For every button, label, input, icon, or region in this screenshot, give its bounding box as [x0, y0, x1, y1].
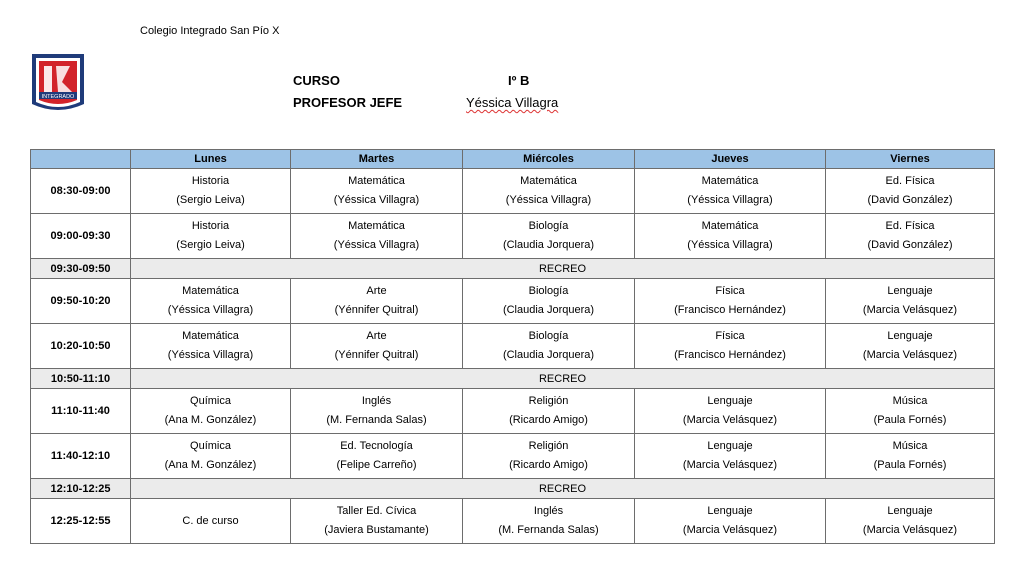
subject-name: Inglés [361, 395, 392, 407]
class-cell [635, 214, 826, 259]
class-cell [463, 389, 635, 434]
class-row [31, 499, 995, 544]
teacher-name: (Paula Fornés) [873, 414, 947, 426]
teacher-name: (Yéssica Villagra) [333, 239, 420, 251]
day-header: Miércoles [463, 150, 635, 169]
class-cell [826, 389, 995, 434]
head-teacher-value [466, 95, 558, 110]
subject-name: Matemática [520, 175, 577, 187]
teacher-name: (Yéssica Villagra) [687, 194, 773, 206]
subject-name: Historia [191, 175, 230, 187]
time-slot: 08:30-09:00 [31, 169, 131, 214]
teacher-name: (Yénnifer Quitral) [334, 349, 419, 361]
class-cell [131, 279, 291, 324]
head-teacher-name: Yéssica Villagra [466, 95, 559, 110]
day-header: Viernes [826, 150, 995, 169]
break-row [31, 259, 995, 279]
class-cell [291, 499, 463, 544]
class-cell [635, 324, 826, 369]
course-label: CURSO [293, 73, 340, 88]
break-label: RECREO [131, 479, 995, 499]
time-slot: 10:50-11:10 [31, 369, 131, 389]
teacher-name: (Marcia Velásquez) [682, 414, 778, 426]
subject-name: Matemática [182, 330, 239, 342]
teacher-name: (Claudia Jorquera) [502, 239, 595, 251]
teacher-name: (Claudia Jorquera) [502, 304, 595, 316]
course-value: Iº B [508, 73, 530, 88]
subject-name: Lenguaje [707, 440, 753, 452]
break-row [31, 479, 995, 499]
class-cell [463, 279, 635, 324]
class-cell [826, 324, 995, 369]
class-cell [131, 499, 291, 544]
teacher-name: (Sergio Leiva) [176, 194, 245, 206]
school-logo [30, 52, 86, 116]
teacher-name: (David González) [867, 239, 953, 251]
class-row [31, 389, 995, 434]
class-cell [463, 434, 635, 479]
class-cell [635, 169, 826, 214]
subject-name: Historia [191, 220, 230, 232]
header-corner [31, 150, 131, 169]
time-slot: 12:25-12:55 [31, 499, 131, 544]
teacher-name: (Ana M. González) [164, 459, 257, 471]
subject-name: Matemática [701, 175, 759, 187]
subject-name: Lenguaje [707, 395, 753, 407]
subject-name: Biología [528, 220, 569, 232]
header-row [31, 150, 995, 169]
teacher-name: (M. Fernanda Salas) [498, 524, 599, 536]
class-cell [635, 499, 826, 544]
teacher-name: (Yénnifer Quitral) [334, 304, 419, 316]
break-label: RECREO [131, 369, 995, 389]
teacher-name: (Sergio Leiva) [176, 239, 245, 251]
class-row [31, 169, 995, 214]
subject-name: Lenguaje [887, 505, 933, 517]
teacher-name: (David González) [867, 194, 953, 206]
time-slot: 11:40-12:10 [31, 434, 131, 479]
day-header: Lunes [131, 150, 291, 169]
subject-name: Arte [366, 285, 387, 297]
teacher-name: (Marcia Velásquez) [682, 524, 778, 536]
subject-name: Matemática [182, 285, 239, 297]
day-header: Jueves [635, 150, 826, 169]
teacher-name: (Francisco Hernández) [674, 349, 786, 361]
class-cell [291, 214, 463, 259]
class-row [31, 434, 995, 479]
subject-name: Ed. Física [885, 175, 935, 187]
schedule-table [30, 149, 995, 544]
subject-name: Matemática [348, 220, 405, 232]
teacher-name: (Yéssica Villagra) [333, 194, 420, 206]
teacher-name: (Yéssica Villagra) [687, 239, 773, 251]
subject-name: Matemática [701, 220, 759, 232]
class-cell [635, 434, 826, 479]
class-cell [131, 214, 291, 259]
teacher-name: (Yéssica Villagra) [167, 349, 254, 361]
class-cell [291, 434, 463, 479]
time-slot: 11:10-11:40 [31, 389, 131, 434]
subject-name: Música [892, 440, 928, 452]
class-cell [826, 434, 995, 479]
time-slot: 10:20-10:50 [31, 324, 131, 369]
day-header: Martes [291, 150, 463, 169]
time-slot: 09:00-09:30 [31, 214, 131, 259]
class-cell [463, 499, 635, 544]
class-row [31, 279, 995, 324]
teacher-name: (Yéssica Villagra) [505, 194, 592, 206]
subject-name: Matemática [348, 175, 405, 187]
subject-name: Física [715, 330, 745, 342]
subject-name: Química [190, 440, 231, 452]
subject-name: Religión [528, 440, 569, 452]
school-name: Colegio Integrado San Pío X [140, 25, 280, 37]
teacher-name: (Paula Fornés) [873, 459, 947, 471]
teacher-name: (Marcia Velásquez) [862, 304, 958, 316]
subject-name: Música [892, 395, 928, 407]
class-row [31, 324, 995, 369]
subject-name: Taller Ed. Cívica [336, 505, 417, 517]
time-slot: 09:30-09:50 [31, 259, 131, 279]
subject-name: Física [715, 285, 745, 297]
break-row [31, 369, 995, 389]
teacher-name: (Yéssica Villagra) [167, 304, 254, 316]
class-cell [463, 324, 635, 369]
subject-name: Lenguaje [887, 330, 933, 342]
teacher-name: (Ricardo Amigo) [509, 459, 588, 471]
class-cell [291, 389, 463, 434]
class-cell [635, 389, 826, 434]
teacher-name: (Ana M. González) [164, 414, 257, 426]
subject-name: Arte [366, 330, 387, 342]
class-cell [826, 279, 995, 324]
subject-name: Religión [528, 395, 569, 407]
class-cell [826, 169, 995, 214]
class-row [31, 214, 995, 259]
class-cell [826, 214, 995, 259]
class-cell [463, 214, 635, 259]
class-cell [463, 169, 635, 214]
teacher-name: (Ricardo Amigo) [509, 414, 588, 426]
subject-name: Lenguaje [707, 505, 753, 517]
teacher-name: (Javiera Bustamante) [324, 524, 429, 536]
class-cell [635, 279, 826, 324]
subject-name: Lenguaje [887, 285, 933, 297]
subject-name: Química [190, 395, 231, 407]
class-cell [131, 434, 291, 479]
class-cell [826, 499, 995, 544]
class-cell [131, 324, 291, 369]
head-teacher-label: PROFESOR JEFE [293, 95, 403, 110]
break-label: RECREO [131, 259, 995, 279]
class-cell [131, 389, 291, 434]
class-cell [291, 279, 463, 324]
teacher-name: (Felipe Carreño) [336, 459, 417, 471]
class-cell [291, 169, 463, 214]
subject-name: Ed. Tecnología [340, 440, 413, 452]
teacher-name: (Marcia Velásquez) [862, 524, 958, 536]
class-cell [291, 324, 463, 369]
teacher-name: (Francisco Hernández) [674, 304, 786, 316]
teacher-name: (Marcia Velásquez) [682, 459, 778, 471]
subject-name: Biología [528, 285, 569, 297]
time-slot: 12:10-12:25 [31, 479, 131, 499]
teacher-name: (Claudia Jorquera) [502, 349, 595, 361]
subject-name: Biología [528, 330, 569, 342]
time-slot: 09:50-10:20 [31, 279, 131, 324]
subject-name: Inglés [533, 505, 564, 517]
teacher-name: (Marcia Velásquez) [862, 349, 958, 361]
subject-name: C. de curso [182, 514, 239, 527]
svg-text:INTEGRADO: INTEGRADO [41, 94, 75, 100]
teacher-name: (M. Fernanda Salas) [326, 414, 427, 426]
subject-name: Ed. Física [885, 220, 935, 232]
class-cell [131, 169, 291, 214]
